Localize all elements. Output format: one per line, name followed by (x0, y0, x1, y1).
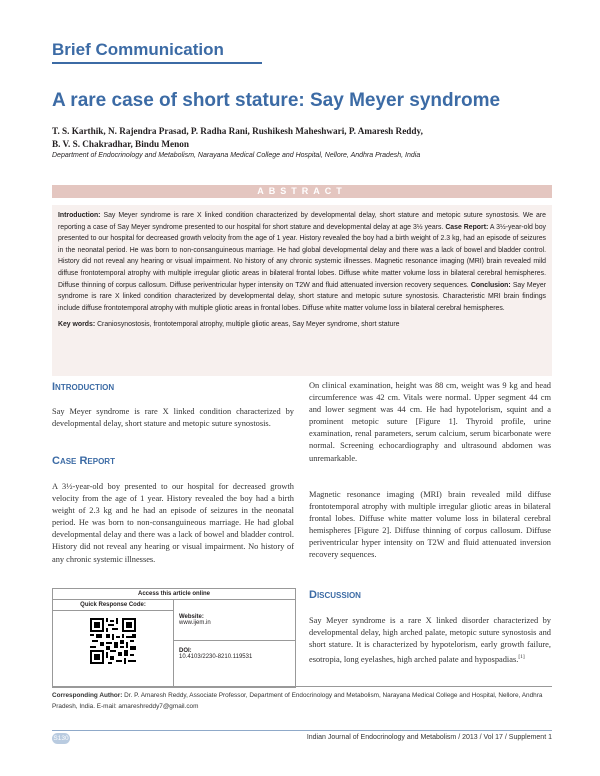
page-number: S130 (53, 735, 69, 742)
affiliation: Department of Endocrinology and Metabolism, Narayana Medical College and Hospital, Nellore, Andhra Pradesh, India (52, 152, 421, 159)
website-link[interactable]: www.ijem.in (179, 620, 211, 626)
corresponding-text: Dr. P. Amaresh Reddy, Associate Professor, Department of Endocrinology and Metabolism, Narayana Medical College and Hospital, Nellore, Andhra Pradesh, India. E-mail: amareshreddy7@gmail.com (52, 692, 543, 710)
keywords-label: Key words: (58, 321, 96, 329)
discussion-citation[interactable]: [1] (518, 654, 525, 661)
corresponding-label: Corresponding Author: (52, 692, 123, 699)
discussion-heading: Discussion (309, 589, 361, 601)
qr-label: Quick Response Code: (53, 600, 173, 611)
abstract-case-text: A 3½-year-old boy presented to our hospital for decreased growth velocity from the age of 1 year. History revealed the boy had a birth weight of 2.3 kg, had an episode of seizures in the neonatal period. He was born to non-consanguineous marriage. He had global developmental delay and there was a lack of bowel and bladder control. History did not reveal any hearing or visual impairment. No history of any chronic systemic illnesses. Magnetic resonance imaging (MRI) brain revealed mild diffuse frontotemporal atrophy with multiple irregular gliotic areas in bilateral frontal lobes. Diffuse white matter volume loss in bilateral cerebral hemispheres. Diffuse thinning of corpus callosum. Diffuse periventricular hyper intensity on T2W and fluid attenuated inversion recovery sequences. (58, 223, 546, 289)
case-report-text: A 3½-year-old boy presented to our hospital for decreased growth velocity from the age of 1 year. History revealed the boy had a birth weight of 2.3 kg and he had an episode of seizures in the neonatal period. He was born to non-consanguineous marriage. He had global developmental delay and there was a lack of bowel and bladder control. History did not reveal any hearing or visual impairment. No history of any chronic systemic illnesses. (52, 482, 294, 564)
doi-block (179, 648, 252, 660)
keywords (58, 321, 546, 328)
abstract-body (58, 210, 546, 314)
author-list (52, 125, 552, 150)
access-box (52, 588, 296, 688)
discussion-text (309, 615, 551, 666)
journal-citation: Indian Journal of Endocrinology and Metabolism / 2013 / Vol 17 / Supplement 1 (306, 734, 552, 741)
doi-link[interactable]: 10.4103/2230-8210.119531 (179, 654, 253, 660)
qr-section (53, 600, 174, 687)
corresponding-author (52, 686, 552, 712)
case-report-heading: Case Report (52, 455, 115, 467)
abstract-intro-text: Say Meyer syndrome is rare X linked condition characterized by developmental delay, short stature and metopic suture synostosis. We are reporting a case of Say Meyer syndrome presented to our hospital for short stature and developmental delay at age 3½ years. (58, 212, 546, 231)
abstract-intro-label: Introduction: (58, 212, 101, 219)
access-box-title: Access this article online (53, 589, 295, 600)
discussion-body: Say Meyer syndrome is a rare X linked disorder characterized by developmental delay, high arched palate, metopic suture synostosis and short stature. It is characterized by hypotelorism, early growth failure, esotropia, long eyelashes, high arched palate and hypospadias. (309, 616, 551, 665)
intro-heading: Introduction (52, 381, 115, 393)
abstract-conclusion-text: Say Meyer syndrome is rare X linked condition characterized by developmental delay, short stature and metopic suture synostosis. Characteristic MRI brain findings include diffuse frontotemporal atrophy with multiple gliotic areas in frontal lobes. Diffuse white matter volume loss in bilateral cerebral hemispheres. (58, 281, 546, 312)
authors-line-1: T. S. Karthik, N. Rajendra Prasad, P. Radha Rani, Rushikesh Maheshwari, P. Amaresh Reddy, (52, 126, 423, 136)
mri-findings-text: Magnetic resonance imaging (MRI) brain revealed mild diffuse frontotemporal atrophy with multiple irregular gliotic areas in bilateral frontal lobes. Diffuse white matter volume loss in bilateral cerebral hemispheres [Figure 2]. Diffuse thinning of corpus callosum. Diffuse periventricular hyper intensity on T2W and fluid attenuated inversion recovery sequences. (309, 490, 551, 560)
keywords-text: Craniosynostosis, frontotemporal atrophy, multiple gliotic areas, Say Meyer syndrome, short stature (95, 321, 400, 329)
abstract-case-label: Case Report: (445, 223, 489, 231)
abstract-heading: ABSTRACT (52, 185, 552, 198)
website-block (174, 600, 295, 626)
article-title: A rare case of short stature: Say Meyer syndrome (52, 90, 501, 111)
qr-code-icon[interactable] (90, 618, 136, 664)
access-info (174, 600, 295, 687)
section-tag-rule (52, 62, 262, 64)
clinical-exam-text: On clinical examination, height was 88 cm, weight was 9 kg and head circumference was 42 cm. Vitals were normal. Upper segment 44 cm and lower segment was 44 cm. He had hypotelorism, squint and a prominent metopic suture [Figure 1]. Thyroid profile, urine examination, renal parameters, serum calcium, serum bicarbonate were normal. Screening echocardiography and ultrasound abdomen was unremarkable. (309, 381, 551, 463)
section-tag: Brief Communication (52, 40, 224, 59)
access-divider (174, 640, 295, 641)
abstract-conclusion-label: Conclusion: (470, 281, 511, 289)
doi-label: DOI: (179, 648, 192, 654)
intro-text: Say Meyer syndrome is rare X linked condition characterized by developmental delay, short stature and metopic suture synostosis. (52, 407, 294, 429)
abstract-box (52, 205, 552, 376)
website-label: Website: (179, 614, 204, 620)
authors-line-2: B. V. S. Chakradhar, Bindu Menon (52, 138, 189, 149)
